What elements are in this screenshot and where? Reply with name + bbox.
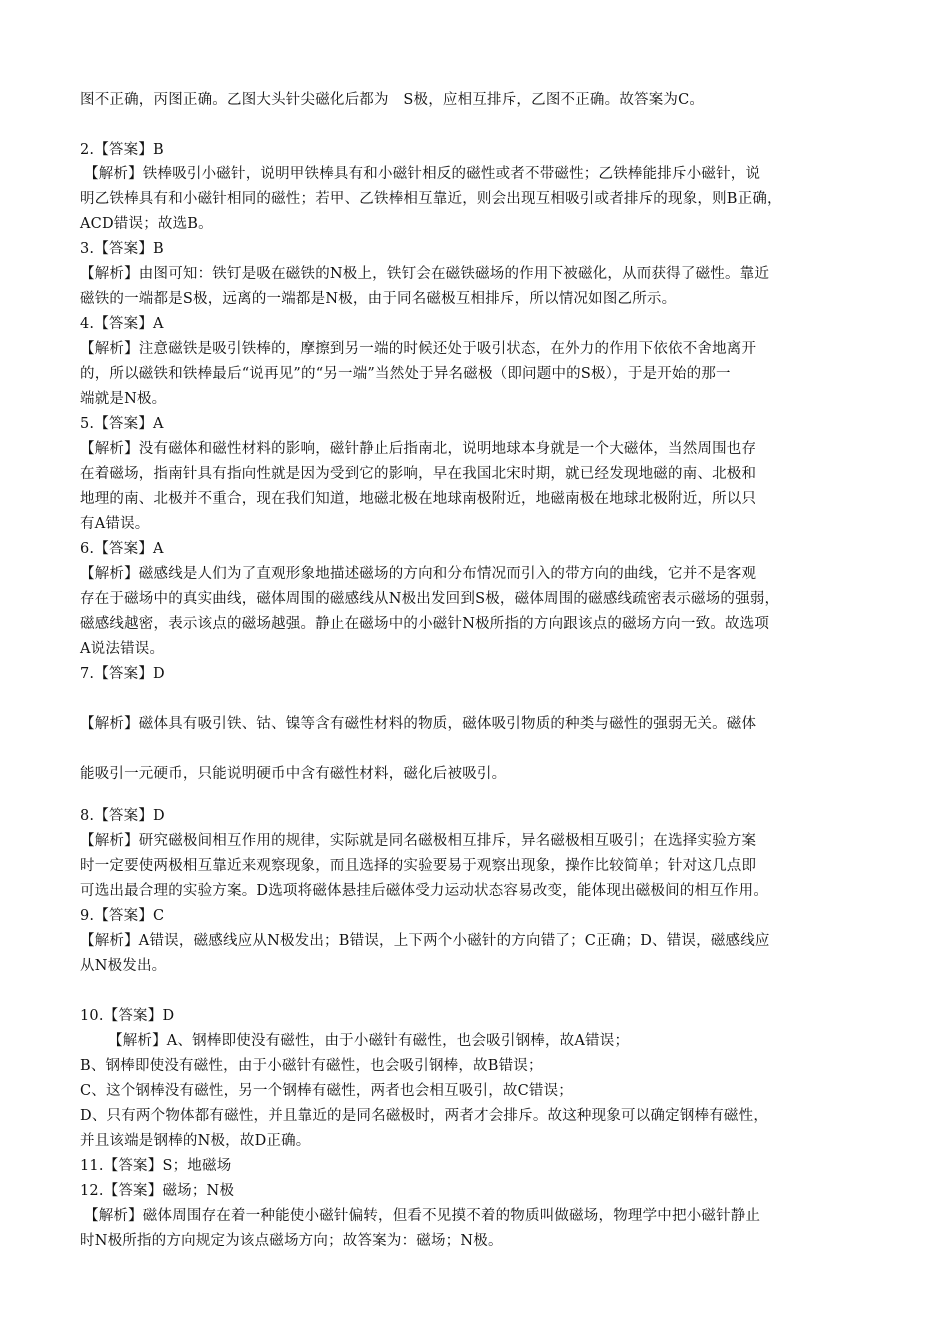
explanation-line: 端就是N极。	[80, 391, 167, 407]
answer-heading: 4.【答案】A	[80, 316, 164, 332]
answer-heading: 3.【答案】B	[80, 241, 164, 257]
explanation-line: 【解析】A、钢棒即使没有磁性，由于小磁针有磁性，也会吸引钢棒，故A错误；	[108, 1033, 630, 1049]
explanation-line: 【解析】磁体具有吸引铁、钴、镍等含有磁性材料的物质，磁体吸引物质的种类与磁性的强弱无关。磁体	[80, 716, 757, 732]
explanation-line: 【解析】由图可知：铁钉是吸在磁铁的N极上，铁钉会在磁铁磁场的作用下被磁化，从而获得了磁性。靠近	[80, 266, 770, 282]
answer-heading: 2.【答案】B	[80, 142, 164, 158]
explanation-line: 时一定要使两极相互靠近来观察现象，而且选择的实验要易于观察出现象，操作比较简单；针对这几点即	[80, 858, 757, 874]
explanation-line: 磁感线越密，表示该点的磁场越强。静止在磁场中的小磁针N极所指的方向跟该点的磁场方向一致。故选项	[80, 616, 770, 632]
explanation-line: 【解析】研究磁极间相互作用的规律，实际就是同名磁极相互排斥，异名磁极相互吸引；在选择实验方案	[80, 833, 757, 849]
answer-heading: 9.【答案】C	[80, 908, 165, 924]
explanation-line: 【解析】注意磁铁是吸引铁棒的，摩擦到另一端的时候还处于吸引状态，在外力的作用下依依不舍地离开	[80, 341, 757, 357]
explanation-line: D、只有两个物体都有磁性，并且靠近的是同名磁极时，两者才会排斥。故这种现象可以确定钢棒有磁性，	[80, 1108, 769, 1124]
explanation-line: 明乙铁棒具有和小磁针相同的磁性；若甲、乙铁棒相互靠近，则会出现互相吸引或者排斥的现象，则B正确，	[80, 191, 782, 207]
explanation-line: B、钢棒即使没有磁性，由于小磁针有磁性，也会吸引钢棒，故B错误；	[80, 1058, 543, 1074]
explanation-line: 磁铁的一端都是S极，远离的一端都是N极，由于同名磁极互相排斥，所以情况如图乙所示。	[80, 291, 677, 307]
explanation-line: 【解析】磁感线是人们为了直观形象地描述磁场的方向和分布情况而引入的带方向的曲线，它并不是客观	[80, 566, 757, 582]
answer-heading: 8.【答案】D	[80, 808, 165, 824]
answer-heading: 11.【答案】S；地磁场	[80, 1158, 232, 1174]
explanation-line: 并且该端是钢棒的N极，故D正确。	[80, 1133, 311, 1149]
answer-heading: 10.【答案】D	[80, 1008, 175, 1024]
explanation-line: 有A错误。	[80, 516, 150, 532]
explanation-line: 【解析】没有磁体和磁性材料的影响，磁针静止后指南北，说明地球本身就是一个大磁体，当然周围也存	[80, 441, 757, 457]
answer-heading: 12.【答案】磁场；N极	[80, 1183, 235, 1199]
text-line: 图不正确，丙图正确。乙图大头针尖磁化后都为 S极，应相互排斥，乙图不正确。故答案为C。	[80, 92, 705, 108]
explanation-line: 从N极发出。	[80, 958, 167, 974]
explanation-line: A说法错误。	[80, 641, 165, 657]
explanation-line: 【解析】铁棒吸引小磁针，说明甲铁棒具有和小磁针相反的磁性或者不带磁性；乙铁棒能排斥小磁针，说	[84, 166, 761, 182]
answer-heading: 7.【答案】D	[80, 666, 165, 682]
explanation-line: ACD错误；故选B。	[80, 216, 213, 232]
explanation-line: C、这个钢棒没有磁性，另一个钢棒有磁性，两者也会相互吸引，故C错误；	[80, 1083, 573, 1099]
answer-heading: 6.【答案】A	[80, 541, 164, 557]
explanation-line: 存在于磁场中的真实曲线，磁体周围的磁感线从N极出发回到S极，磁体周围的磁感线疏密表示磁场的强弱，	[80, 591, 780, 607]
explanation-line: 可选出最合理的实验方案。D选项将磁体悬挂后磁体受力运动状态容易改变，能体现出磁极间的相互作用。	[80, 883, 769, 899]
explanation-line: 地理的南、北极并不重合，现在我们知道，地磁北极在地球南极附近，地磁南极在地球北极附近，所以只	[80, 491, 757, 507]
explanation-line: 的，所以磁铁和铁棒最后“说再见”的“另一端”当然处于异名磁极（即问题中的S极），于是开始的那一	[80, 366, 731, 382]
explanation-line: 在着磁场，指南针具有指向性就是因为受到它的影响，早在我国北宋时期，就已经发现地磁的南、北极和	[80, 466, 757, 482]
explanation-line: 时N极所指的方向规定为该点磁场方向；故答案为：磁场；N极。	[80, 1233, 503, 1249]
explanation-line: 【解析】A错误，磁感线应从N极发出；B错误，上下两个小磁针的方向错了；C正确；D、错误，磁感线应	[80, 933, 770, 949]
explanation-line: 【解析】磁体周围存在着一种能使小磁针偏转，但看不见摸不着的物质叫做磁场，物理学中把小磁针静止	[84, 1208, 761, 1224]
explanation-line: 能吸引一元硬币，只能说明硬币中含有磁性材料，磁化后被吸引。	[80, 766, 507, 782]
answer-heading: 5.【答案】A	[80, 416, 164, 432]
